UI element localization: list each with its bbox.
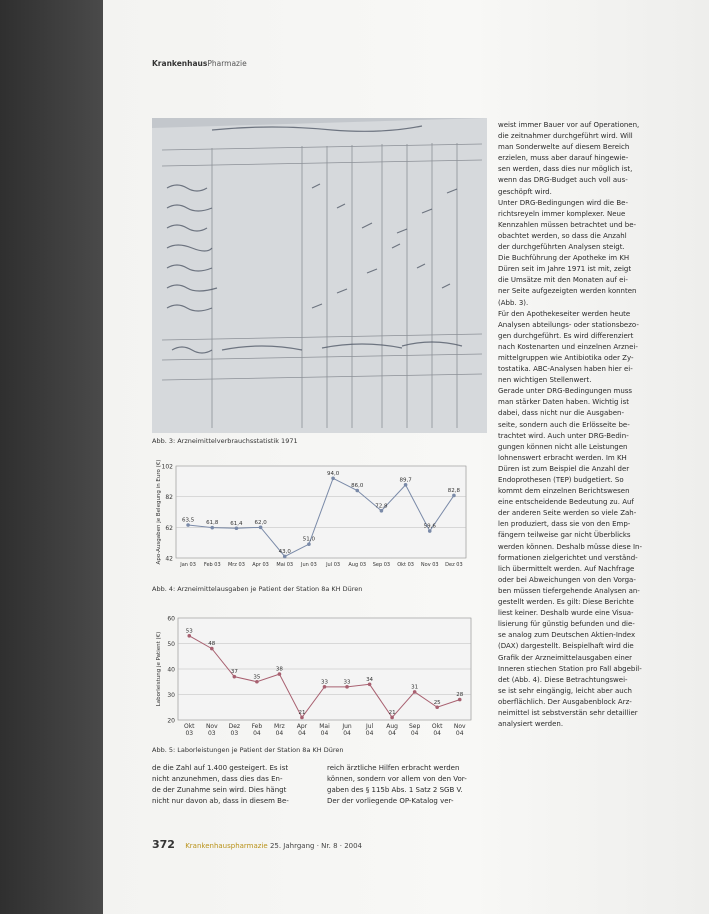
- y-tick-label: 20: [167, 717, 175, 725]
- x-tick-label: Jan 03: [180, 562, 196, 568]
- text-line: Düren seit im Jahre 1971 ist mit, zeigt: [498, 265, 632, 274]
- text-line: eine entscheidende Bedeutung zu. Auf: [498, 498, 634, 507]
- data-label: 35: [253, 674, 261, 681]
- text-line: reich ärztliche Hilfen erbracht werden: [327, 764, 460, 772]
- x-tick-label: Mai: [319, 723, 330, 730]
- x-tick-label-year: 04: [365, 730, 374, 737]
- text-line: lisierung für günstig befunden und die-: [498, 620, 635, 629]
- x-tick-label: Nov: [205, 723, 218, 730]
- data-point: [278, 672, 282, 676]
- data-point: [435, 705, 439, 709]
- data-point: [235, 526, 239, 530]
- text-line: gen durchgeführt. Es wird differenziert: [498, 331, 634, 340]
- chart-lab-services: [152, 612, 477, 744]
- data-label: 33: [321, 679, 328, 686]
- data-label: 43,0: [278, 548, 291, 555]
- data-point: [355, 489, 359, 493]
- text-line: Endoprothesen (TEP) budgetiert. So: [498, 476, 624, 484]
- x-tick-label: Sep: [408, 723, 421, 730]
- x-tick-label: Feb 03: [203, 562, 221, 568]
- data-point: [187, 634, 191, 638]
- text-line: Düren ist zum Beispiel die Anzahl der: [498, 464, 630, 473]
- x-tick-label: Nov 03: [420, 562, 439, 568]
- data-point: [255, 680, 259, 684]
- chart1-caption: Abb. 4: Arzneimittelausgaben je Patient der Station 8a KH Düren: [152, 585, 363, 593]
- y-tick-label: 82: [165, 494, 173, 502]
- data-label: 51,0: [302, 536, 316, 543]
- text-line: die zeitnahmer durchgeführt wird. Will: [498, 132, 633, 141]
- x-tick-label-year: 04: [410, 730, 419, 737]
- x-tick-label: Apr 03: [252, 562, 269, 568]
- text-line: Grafik der Arzneimittelausgaben einer: [498, 653, 633, 662]
- bottom-left-text: [152, 763, 317, 807]
- text-line: Kennzahlen müssen betrachtet und be-: [498, 220, 637, 229]
- x-tick-label: Nov: [453, 723, 466, 730]
- text-line: erzielen, muss aber darauf hingewie-: [498, 154, 629, 163]
- chart-medication-expenses: [152, 460, 472, 576]
- text-line: (DAX) dargestellt. Beispielhaft wird die: [498, 642, 634, 651]
- text-line: analysiert werden.: [498, 720, 564, 729]
- text-line: Der der vorliegende OP-Katalog ver-: [327, 797, 454, 806]
- text-line: de der Zunahme sein wird. Dies hängt: [152, 786, 287, 795]
- text-line: lich übermittelt werden. Auf Nachfrage: [498, 564, 635, 573]
- running-header: [152, 59, 247, 68]
- text-line: die Umsätze mit den Monaten auf ei-: [498, 276, 628, 285]
- data-point: [345, 685, 349, 689]
- x-tick-label: Mrz: [274, 723, 285, 730]
- text-line: gestellt werden. Es gilt: Diese Berichte: [498, 598, 634, 607]
- text-line: ben müssen tiefergehende Analysen an-: [498, 586, 640, 595]
- data-point: [186, 523, 190, 527]
- data-point: [307, 542, 311, 546]
- x-tick-label: Okt: [431, 723, 443, 730]
- data-point: [404, 483, 408, 487]
- data-label: 48: [208, 641, 216, 648]
- text-line: nach Kostenarten und einzelnen Arznei-: [498, 342, 638, 351]
- x-tick-label: Dez 03: [445, 562, 463, 568]
- data-label: 34: [366, 676, 374, 683]
- page-footer: [152, 838, 362, 851]
- text-line: gaben des § 115b Abs. 1 Satz 2 SGB V.: [327, 786, 463, 795]
- text-line: det (Abb. 4). Diese Betrachtungswei-: [498, 675, 628, 684]
- data-label: 82,8: [447, 487, 461, 494]
- y-tick-label: 102: [161, 463, 173, 471]
- x-tick-label-year: 03: [207, 730, 216, 737]
- y-tick-label: 42: [165, 555, 173, 563]
- x-tick-label: Jul 03: [326, 562, 341, 568]
- text-line: ner Seite aufgezeigten werden konnten: [498, 287, 637, 296]
- text-line: neimittel ist sebstverstän sehr detaillier: [498, 708, 638, 717]
- text-line: formationen zielgerichtet und verständ-: [498, 553, 638, 562]
- data-point: [390, 716, 394, 720]
- x-tick-label: Aug 03: [348, 562, 367, 568]
- text-line: fängern teilweise gar nicht Überblicks: [498, 531, 631, 540]
- data-label: 37: [230, 669, 238, 676]
- data-label: 59,6: [423, 523, 436, 530]
- text-line: obachtet werden, so dass die Anzahl: [498, 231, 627, 240]
- text-line: seite, sondern auch die Erlösseite be-: [498, 420, 630, 429]
- y-tick-label: 50: [167, 641, 175, 648]
- x-tick-label-year: 04: [253, 730, 261, 737]
- header-brand-light: Pharmazie: [207, 59, 247, 68]
- data-label: 38: [275, 666, 283, 673]
- ledger-photo: [152, 118, 487, 433]
- data-label: 63,5: [181, 517, 195, 524]
- x-tick-label: Mrz 03: [227, 562, 245, 568]
- data-point: [210, 526, 214, 530]
- data-label: 25: [433, 699, 441, 706]
- data-label: 62,0: [254, 519, 267, 526]
- data-label: 33: [343, 679, 351, 686]
- y-tick-label: 60: [167, 615, 175, 623]
- y-tick-label: 30: [167, 692, 175, 699]
- y-axis-label: Apo-Ausgaben je Belegung in Euro (€): [156, 460, 162, 565]
- text-line: de die Zahl auf 1.400 gesteigert. Es ist: [152, 764, 289, 772]
- text-line: man Sonderwelte auf diesem Bereich: [498, 143, 630, 152]
- text-line: nen wichtigen Stellenwert.: [498, 376, 592, 385]
- y-tick-label: 62: [165, 524, 173, 532]
- text-line: nicht nur davon ab, dass in diesem Be-: [152, 797, 289, 806]
- data-point: [323, 685, 327, 689]
- data-point: [458, 698, 462, 702]
- text-line: können, sondern vor allem von den Vor-: [327, 775, 467, 784]
- text-line: mittelgruppen wie Antibiotika oder Zy-: [498, 353, 634, 362]
- data-label: 61,8: [206, 520, 219, 527]
- y-tick-label: 40: [167, 666, 175, 674]
- text-line: der durchgeführten Analysen steigt.: [498, 243, 625, 252]
- data-label: 72,8: [375, 503, 388, 510]
- x-tick-label: Mai 03: [276, 562, 294, 568]
- chart2-svg: [152, 612, 477, 740]
- data-label: 86,0: [351, 483, 364, 490]
- text-line: kommt dem einzelnen Berichtswesen: [498, 487, 630, 496]
- data-label: 21: [298, 709, 306, 716]
- text-line: Gerade unter DRG-Bedingungen muss: [498, 387, 633, 396]
- data-label: 31: [411, 684, 419, 691]
- text-line: oder bei Abweichungen von den Vorga-: [498, 575, 636, 584]
- data-point: [233, 675, 237, 679]
- text-line: Unter DRG-Bedingungen wird die Be-: [498, 198, 628, 207]
- chart1-svg: [152, 460, 472, 572]
- data-label: 53: [185, 628, 193, 635]
- data-point: [259, 526, 263, 530]
- x-tick-label: Feb: [251, 723, 263, 730]
- journal-issue: 25. Jahrgang · Nr. 8 · 2004: [269, 842, 363, 850]
- text-line: der anderen Seite werden so viele Zah-: [498, 509, 637, 518]
- text-line: Analysen abteilungs- oder stationsbezo-: [498, 320, 639, 329]
- text-line: wenn das DRG-Budget auch voll aus-: [498, 176, 628, 185]
- data-point: [428, 529, 432, 533]
- x-tick-label: Jun: [342, 723, 352, 730]
- x-tick-label-year: 04: [455, 730, 464, 737]
- text-line: len produziert, dass sie von den Emp-: [498, 520, 631, 529]
- x-tick-label: Okt: [183, 723, 195, 730]
- text-line: Die Buchführung der Apotheke im KH: [498, 254, 630, 263]
- x-tick-label-year: 04: [298, 730, 306, 737]
- text-line: dabei, dass nicht nur die Ausgaben-: [498, 409, 624, 418]
- text-line: tostatika. ABC-Analysen haben hier ei-: [498, 365, 633, 374]
- x-tick-label: Jun 03: [301, 562, 317, 568]
- text-line: geschöpft wird.: [498, 187, 552, 196]
- data-label: 28: [456, 692, 464, 699]
- x-tick-label-year: 04: [433, 730, 442, 737]
- text-line: liest keiner. Deshalb wurde eine Visua-: [498, 609, 634, 618]
- photo-caption: Abb. 3: Arzneimittelverbrauchsstatistik 1971: [152, 437, 298, 445]
- x-tick-label-year: 03: [185, 730, 194, 737]
- x-tick-label: Jul: [365, 723, 374, 730]
- y-axis-label: Laborleistung je Patient (€): [156, 631, 162, 707]
- x-tick-label: Sep 03: [372, 562, 391, 568]
- journal-name: Krankenhauspharmazie: [185, 842, 268, 850]
- x-tick-label-year: 03: [230, 730, 239, 737]
- x-tick-label-year: 04: [275, 730, 284, 737]
- binding-shadow: [0, 0, 103, 914]
- x-tick-label: Apr: [296, 723, 308, 730]
- header-brand-bold: Krankenhaus: [152, 59, 208, 68]
- text-line: trachtet wird. Auch unter DRG-Bedin-: [498, 431, 629, 440]
- text-line: nicht anzunehmen, dass dies das En-: [152, 775, 283, 784]
- text-line: Für den Apothekeseiter werden heute: [498, 309, 631, 318]
- data-point: [283, 555, 287, 559]
- ledger-photo-illustration: [152, 118, 487, 433]
- data-label: 61,4: [230, 520, 243, 527]
- text-line: se analog zum Deutschen Aktien-Index: [498, 631, 636, 640]
- text-line: se ist sehr eingängig, leicht aber auch: [498, 686, 632, 695]
- data-point: [380, 509, 384, 513]
- x-tick-label: Aug: [386, 723, 398, 730]
- text-line: gungen können nicht alle Leistungen: [498, 442, 628, 451]
- x-tick-label-year: 04: [388, 730, 396, 737]
- data-point: [413, 690, 417, 694]
- chart2-caption: Abb. 5: Laborleistungen je Patient der Station 8a KH Düren: [152, 746, 344, 754]
- data-point: [331, 476, 335, 480]
- bottom-middle-text: [327, 763, 492, 807]
- text-line: (Abb. 3).: [498, 298, 529, 307]
- data-point: [368, 683, 372, 687]
- text-line: richtsreyeln immer komplexer. Neue: [498, 209, 626, 218]
- x-tick-label: Okt 03: [397, 562, 414, 568]
- data-point: [210, 647, 214, 651]
- text-line: man stärker Daten haben. Wichtig ist: [498, 398, 629, 407]
- text-line: werden können. Deshalb müsse diese In-: [498, 542, 643, 551]
- right-text-column: [498, 120, 668, 730]
- x-tick-label: Dez: [228, 723, 241, 730]
- text-line: Inneren stiechen Station pro Fall abgebil-: [498, 664, 642, 673]
- data-label: 21: [388, 709, 396, 716]
- x-tick-label-year: 04: [343, 730, 351, 737]
- data-label: 94,0: [326, 470, 340, 477]
- data-label: 89,7: [399, 477, 412, 484]
- text-line: lohnenswert erbracht werden. Im KH: [498, 453, 627, 462]
- data-point: [452, 494, 456, 498]
- text-line: weist immer Bauer vor auf Operationen,: [498, 121, 640, 129]
- text-line: oberflächlich. Der Ausgabenblock Arz-: [498, 697, 632, 706]
- x-tick-label-year: 04: [320, 730, 329, 737]
- text-line: sen werden, dass dies nur möglich ist,: [498, 165, 633, 174]
- page-number: 372: [152, 838, 175, 851]
- data-point: [300, 716, 304, 720]
